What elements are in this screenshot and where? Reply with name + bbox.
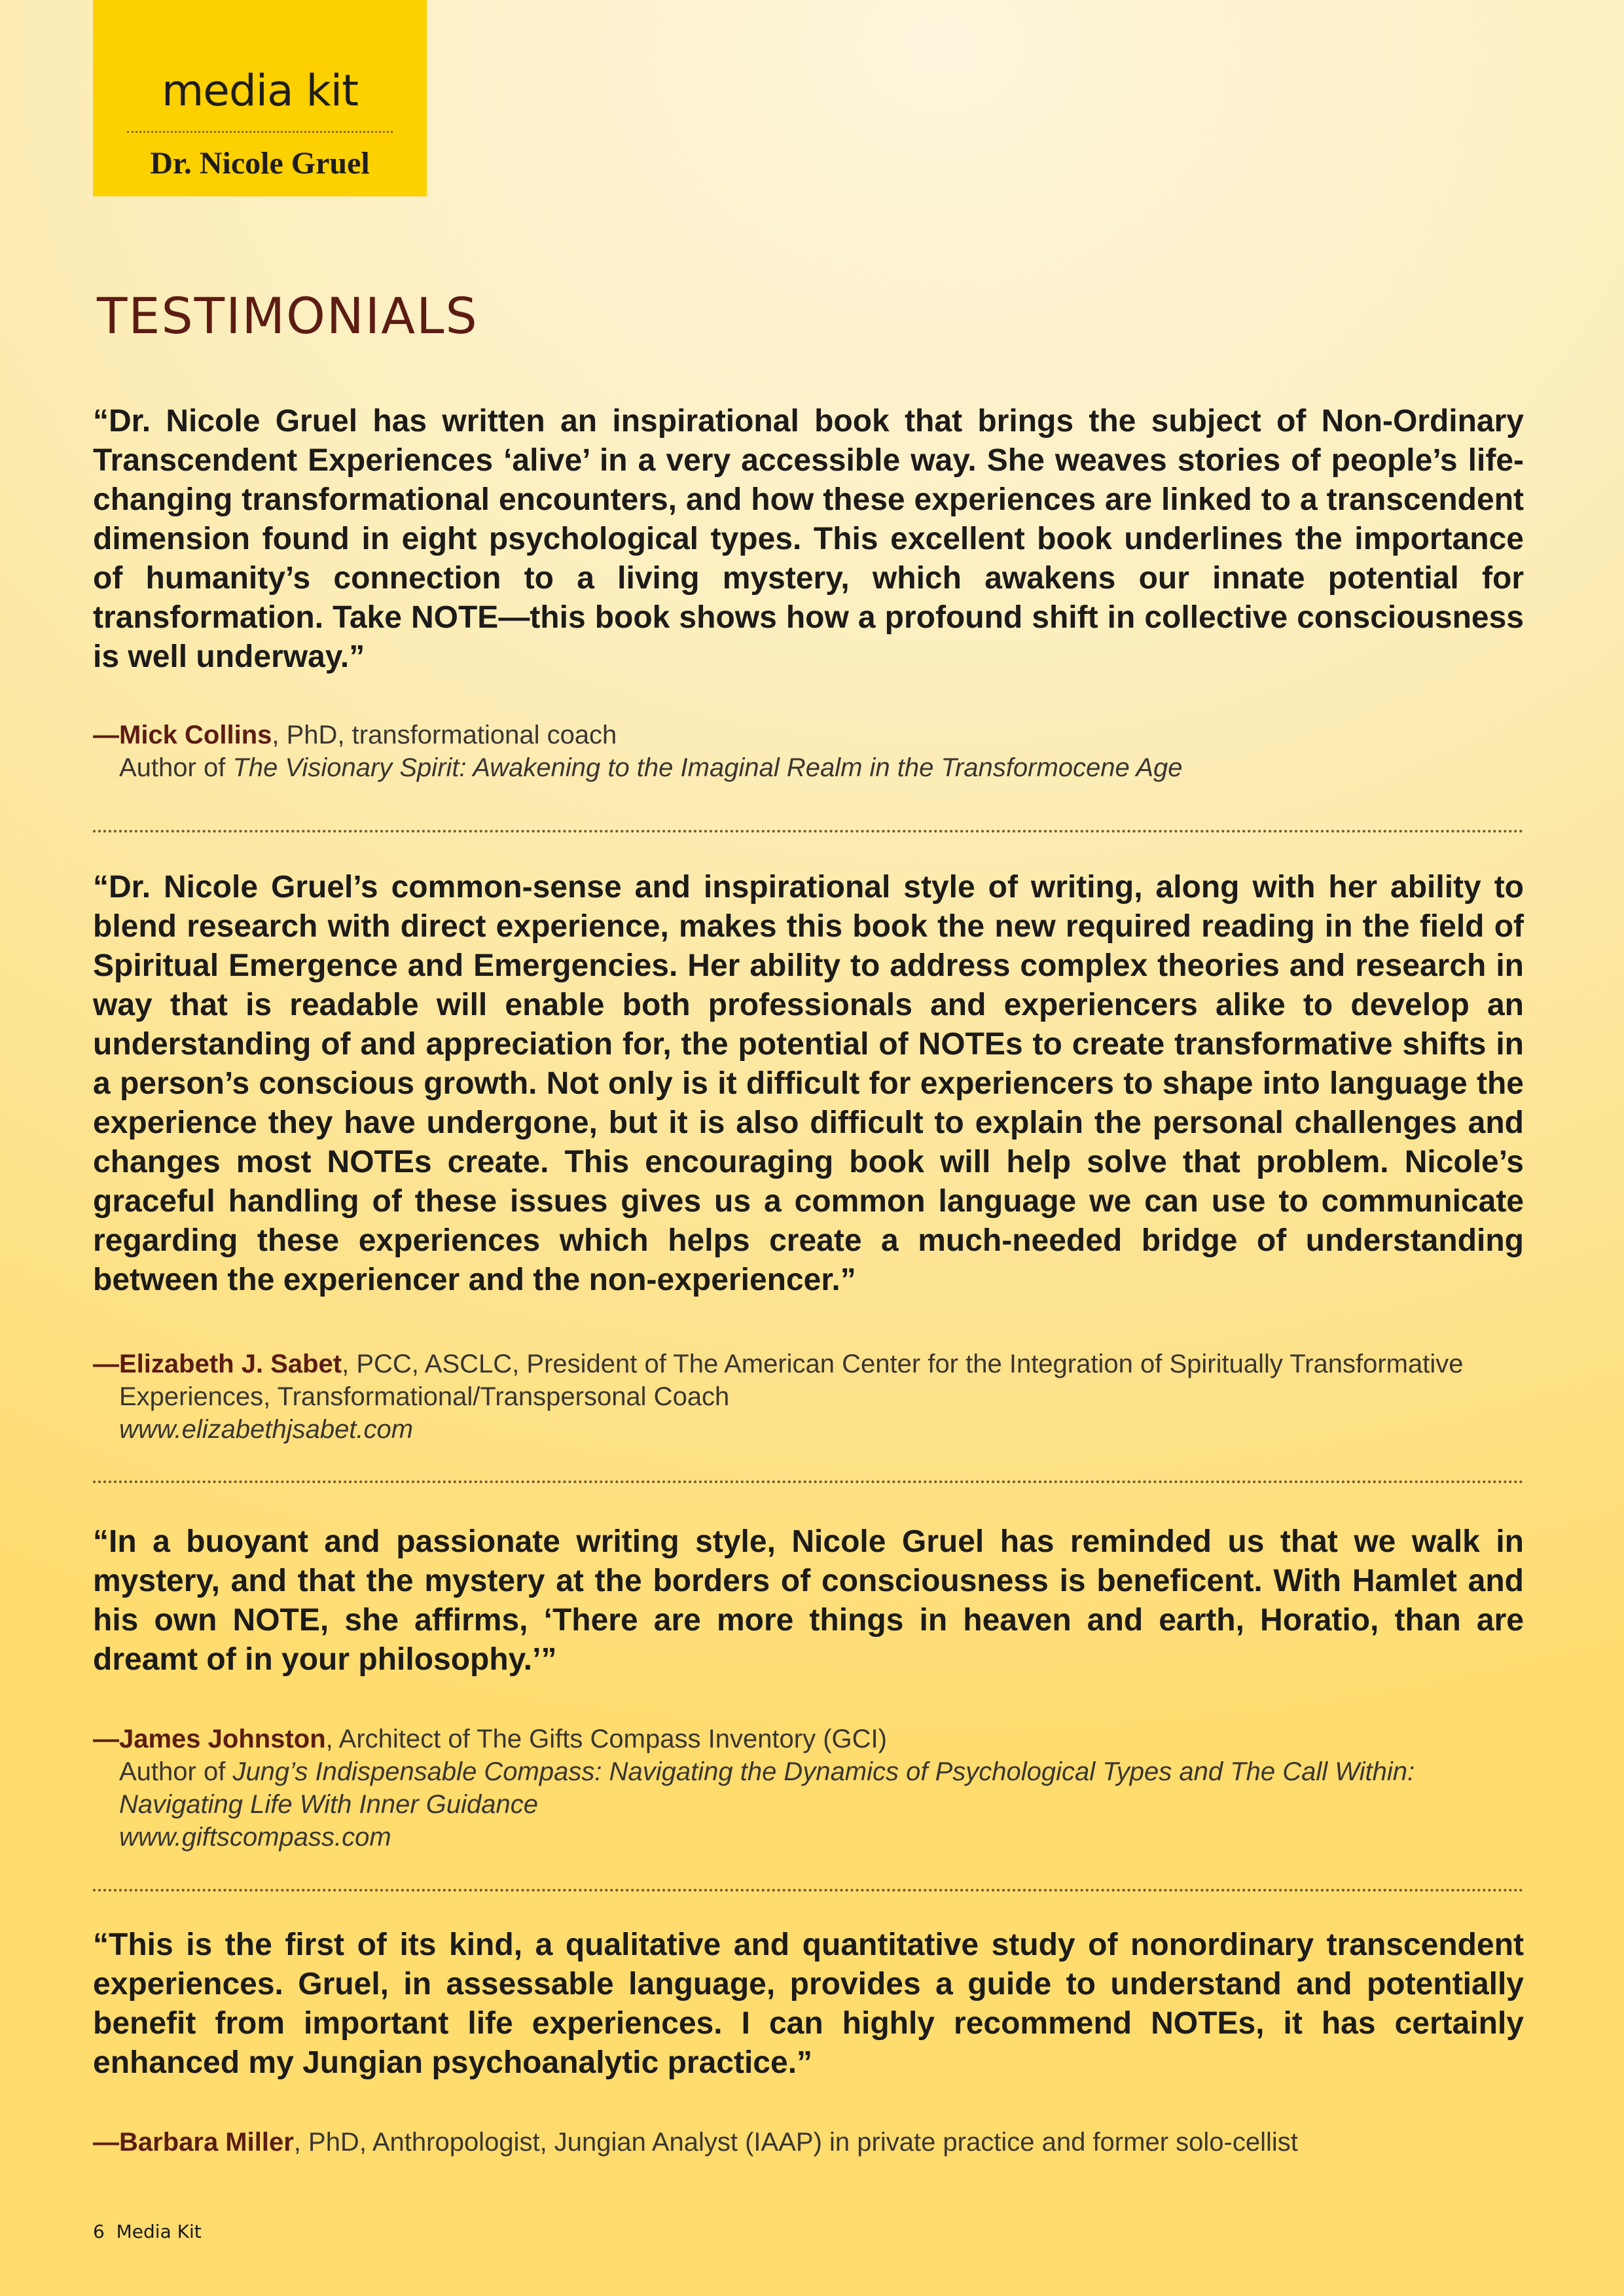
attribution-line bbox=[93, 1348, 1524, 1380]
attribution-line bbox=[93, 719, 1524, 751]
badge-title: media kit bbox=[162, 65, 358, 116]
em-dash: — bbox=[93, 721, 119, 749]
section-divider bbox=[93, 830, 1524, 833]
author-website-link[interactable]: www.elizabethjsabet.com bbox=[119, 1415, 414, 1444]
testimonial-attribution-2 bbox=[93, 1348, 1524, 1446]
author-prefix: Author of bbox=[119, 753, 233, 782]
page-number: 6 bbox=[93, 2221, 105, 2242]
author-website-link[interactable]: www.giftscompass.com bbox=[119, 1823, 391, 1852]
badge-divider bbox=[127, 131, 393, 133]
page-footer bbox=[93, 2221, 202, 2242]
author-prefix: Author of bbox=[119, 1757, 233, 1786]
author-book-line bbox=[93, 1755, 1524, 1788]
book-title: The Visionary Spirit: Awakening to the Imaginal Realm in the Transformocene Age bbox=[232, 753, 1183, 782]
badge-author-name: Dr. Nicole Gruel bbox=[150, 146, 370, 181]
em-dash: — bbox=[93, 1725, 119, 1753]
book-title: Jung’s Indispensable Compass: Navigating the Dynamics of Psychological Types and The Call Within: bbox=[232, 1757, 1415, 1786]
author-credentials: , PhD, Anthropologist, Jungian Analyst (IAAP) in private practice and former solo-cellist bbox=[293, 2128, 1298, 2157]
book-title-continued: Navigating Life With Inner Guidance bbox=[119, 1790, 538, 1819]
author-name: James Johnston bbox=[119, 1725, 326, 1753]
author-name: Barbara Miller bbox=[119, 2128, 294, 2157]
em-dash: — bbox=[93, 2128, 119, 2157]
testimonial-attribution-4 bbox=[93, 2126, 1524, 2159]
author-credentials-continued: Experiences, Transformational/Transpersonal Coach bbox=[119, 1382, 730, 1411]
author-name: Mick Collins bbox=[119, 721, 272, 749]
testimonial-quote-2: “Dr. Nicole Gruel’s common-sense and inspirational style of writing, along with her ability to blend research with direct experience, makes this book the new required reading in the field of Spiritual Emergence and Emergencies. Her ability to address complex theories and research in way that is readable will enable both professionals and experiencers alike to develop an understanding of and appreciation for, the potential of NOTEs to create transformative shifts in a person’s conscious growth. Not only is it difficult for experiencers to shape into language the experience they have undergone, but it is also difficult to explain the personal challenges and changes most NOTEs create. This encouraging book will help solve that problem. Nicole’s graceful handling of these issues gives us a common language we can use to communicate regarding these experiences which helps create a much-needed bridge of understanding between the experiencer and the non-experiencer.” bbox=[93, 870, 1524, 1297]
section-divider bbox=[93, 1889, 1524, 1892]
testimonial-quote-3: “In a buoyant and passionate writing style, Nicole Gruel has reminded us that we walk in mystery, and that the mystery at the borders of consciousness is beneficent. With Hamlet and his own NOTE, she affirms, ‘There are more things in heaven and earth, Horatio, than are dreamt of in your philosophy.’” bbox=[93, 1524, 1524, 1677]
author-credentials: , PCC, ASCLC, President of The American Center for the Integration of Spiritually Transformative bbox=[342, 1350, 1464, 1378]
author-book-line bbox=[93, 751, 1524, 784]
author-credentials: , PhD, transformational coach bbox=[272, 721, 617, 749]
section-divider bbox=[93, 1480, 1524, 1483]
attribution-line bbox=[93, 2126, 1524, 2159]
testimonial-attribution-3 bbox=[93, 1723, 1524, 1854]
media-kit-badge bbox=[93, 0, 427, 196]
attribution-line bbox=[93, 1723, 1524, 1755]
footer-label: Media Kit bbox=[116, 2221, 202, 2242]
testimonial-quote-4: “This is the first of its kind, a qualitative and quantitative study of nonordinary transcendent experiences. Gruel, in assessable language, provides a guide to understand and potentially benefit from important life experiences. I can highly recommend NOTEs, it has certainly enhanced my Jungian psychoanalytic practice.” bbox=[93, 1928, 1524, 2080]
testimonial-attribution-1 bbox=[93, 719, 1524, 784]
testimonial-quote-1: “Dr. Nicole Gruel has written an inspirational book that brings the subject of Non-Ordinary Transcendent Experiences ‘alive’ in a very accessible way. She weaves stories of people’s life-changing transformational encounters, and how these experiences are linked to a transcendent dimension found in eight psychological types. This excellent book underlines the importance of humanity’s connection to a living mystery, which awakens our innate potential for transformation. Take NOTE—this book shows how a profound shift in collective consciousness is well underway.” bbox=[93, 404, 1524, 674]
em-dash: — bbox=[93, 1350, 119, 1378]
page-title: TESTIMONIALS bbox=[97, 287, 478, 345]
author-credentials: , Architect of The Gifts Compass Inventory (GCI) bbox=[325, 1725, 887, 1753]
author-name: Elizabeth J. Sabet bbox=[119, 1350, 342, 1378]
